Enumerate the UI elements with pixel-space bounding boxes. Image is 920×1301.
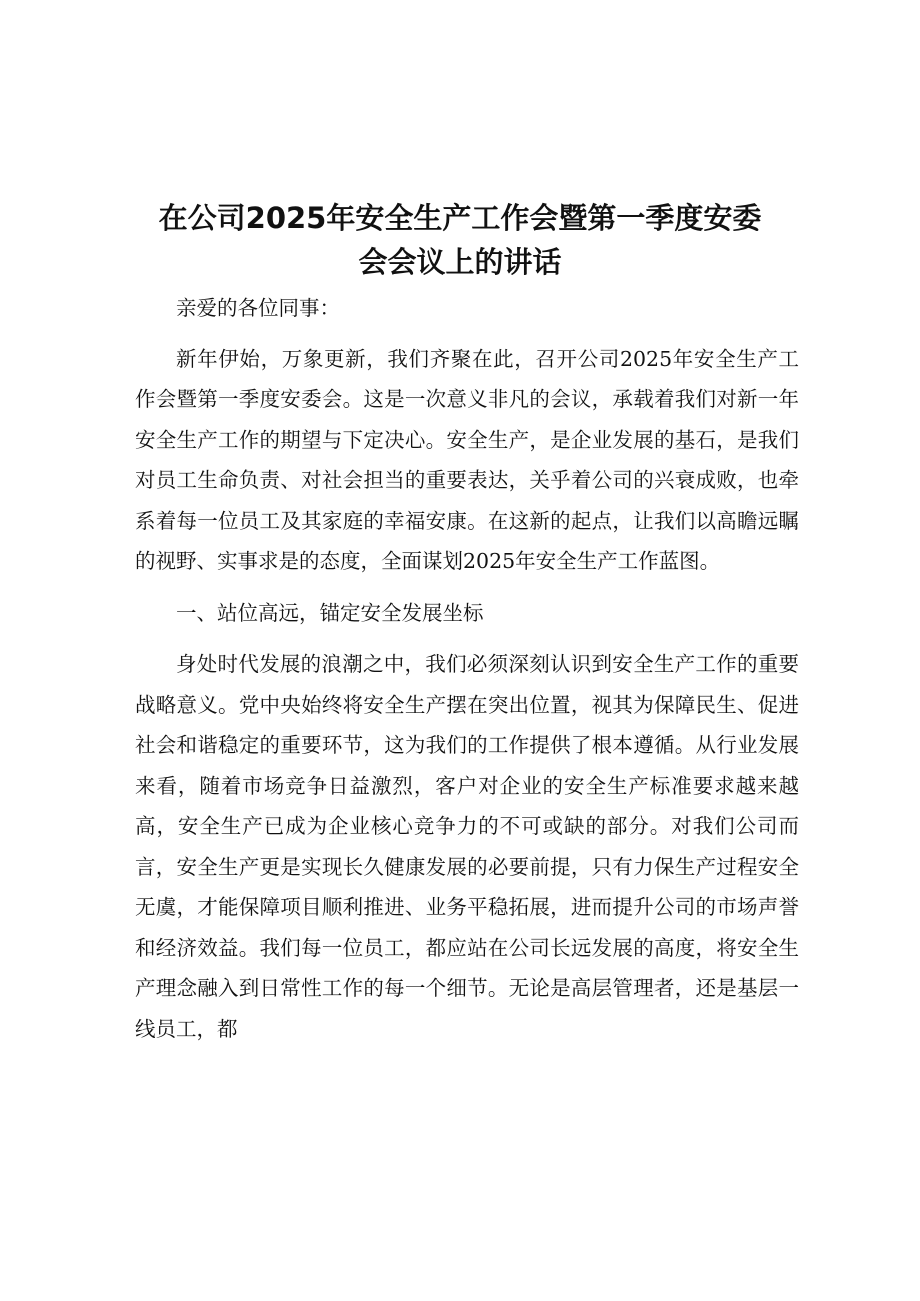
paragraph-section-1: 身处时代发展的浪潮之中，我们必须深刻认识到安全生产工作的重要战略意义。党中央始终将安全生产摆在突出位置，视其为保障民生、促进社会和谐稳定的重要环节，这为我们的工作提供了根本遵循。从行业发展来看，随着市场竞争日益激烈，客户对企业的安全生产标准要求越来越高，安全生产已成为企业核心竞争力的不可或缺的部分。对我们公司而言，安全生产更是实现长久健康发展的必要前提，只有力保生产过程安全无虞，才能保障项目顺利推进、业务平稳拓展，进而提升公司的市场声誉和经济效益。我们每一位员工，都应站在公司长远发展的高度，将安全生产理念融入到日常性工作的每一个细节。无论是高层管理者，还是基层一线员工，都: [135, 652, 799, 1041]
title-line-2: 会会议上的讲话: [358, 245, 562, 279]
greeting: 亲爱的各位同事：: [176, 296, 340, 320]
section-heading-1: 一、站位高远，锚定安全发展坐标: [176, 600, 484, 625]
document-title: [120, 196, 800, 284]
document-body: [135, 288, 799, 1049]
paragraph-intro: 新年伊始，万象更新，我们齐聚在此，召开公司2025年安全生产工作会暨第一季度安委会。这是一次意义非凡的会议，承载着我们对新一年安全生产工作的期望与下定决心。安全生产，是企业发展的基石，是我们对员工生命负责、对社会担当的重要表达，关乎着公司的兴衰成败，也牵系着每一位员工及其家庭的幸福安康。在这新的起点，让我们以高瞻远瞩的视野、实事求是的态度，全面谋划2025年安全生产工作蓝图。: [135, 346, 799, 573]
title-line-1: 在公司2025年安全生产工作会暨第一季度安委: [158, 201, 762, 235]
